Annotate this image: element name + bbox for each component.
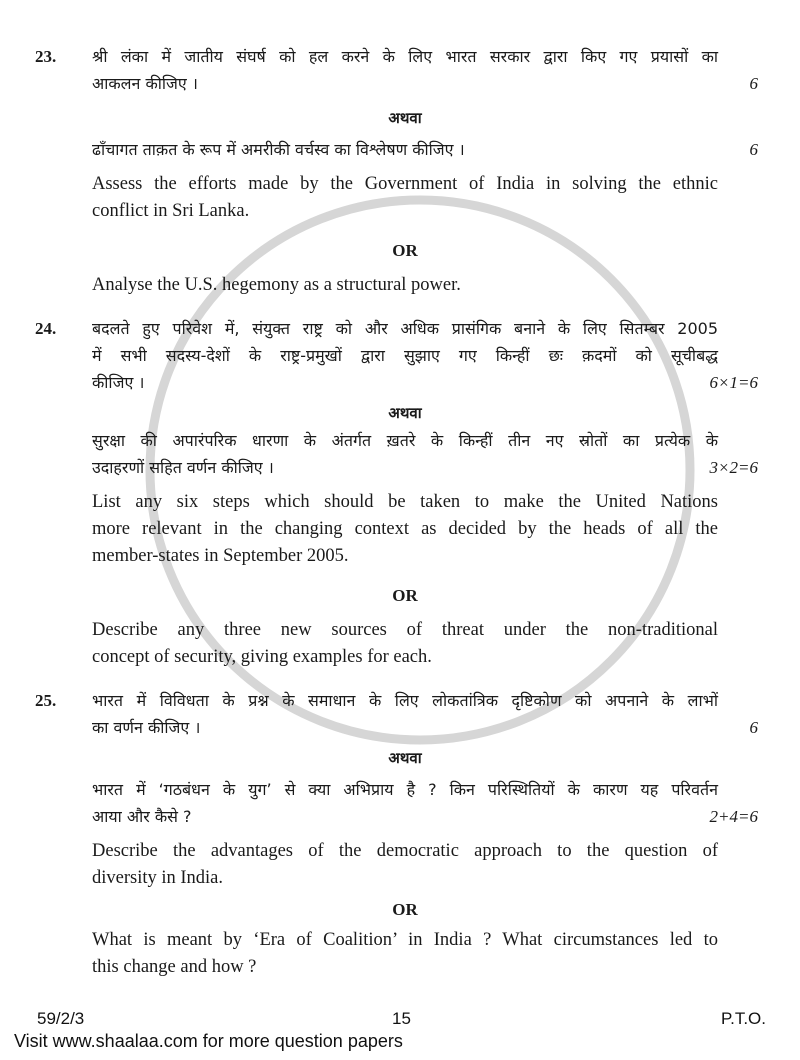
question-text-english: conflict in Sri Lanka.	[92, 201, 250, 221]
alternative-text-english: Describe any three new sources of threat under the non-traditional	[92, 620, 718, 640]
alternative-text-english: Analyse the U.S. hegemony as a structural power.	[92, 275, 461, 295]
question-text-hindi: बदलते हुए परिवेश में, संयुक्त राष्ट्र को और अधिक प्रासंगिक बनाने के लिए सितम्बर 2005	[92, 319, 718, 338]
question-text-hindi: का वर्णन कीजिए ।	[92, 718, 201, 737]
question-text-english: List any six steps which should be taken to make the United Nations	[92, 492, 718, 512]
footer-row	[0, 1008, 800, 1030]
question-text-english: member-states in September 2005.	[92, 546, 349, 566]
marks: 6	[749, 74, 758, 93]
alternative-line-with-marks	[92, 803, 758, 830]
question-text-english: more relevant in the changing context as decided by the heads of all the	[92, 519, 718, 539]
alternative-text-english: concept of security, giving examples for each.	[92, 647, 432, 667]
question-23	[0, 43, 800, 299]
question-text-hindi: में सभी सदस्य-देशों के राष्ट्र-प्रमुखों द्वारा सुझाए गए किन्हीं छः क़दमों को सूचीबद्ध	[92, 346, 718, 365]
question-24	[0, 315, 800, 671]
question-line-with-marks	[92, 714, 758, 741]
alternative-text-hindi: भारत में ‘गठबंधन के युग’ से क्या अभिप्राय है ? किन परिस्थितियों के कारण यह परिवर्तन	[92, 780, 718, 799]
question-text-english: Assess the efforts made by the Government of India in solving the ethnic	[92, 174, 718, 194]
question-text-hindi: कीजिए ।	[92, 373, 145, 392]
marks: 6	[749, 140, 758, 159]
marks: 3×2=6	[709, 458, 758, 477]
question-text-english: Describe the advantages of the democratic approach to the question of	[92, 841, 718, 861]
question-25	[0, 687, 800, 981]
page-footer	[0, 1008, 800, 1060]
question-text-hindi: श्री लंका में जातीय संघर्ष को हल करने के लिए भारत सरकार द्वारा किए गए प्रयासों का	[92, 47, 718, 66]
alternative-text-english: this change and how ?	[92, 957, 257, 977]
page-number: 15	[392, 1009, 411, 1028]
marks: 6	[749, 718, 758, 737]
marks: 2+4=6	[709, 807, 758, 826]
or-label: OR	[392, 241, 418, 260]
alternative-text-hindi: उदाहरणों सहित वर्णन कीजिए ।	[92, 458, 274, 477]
or-label: OR	[392, 586, 418, 605]
or-label-hindi: अथवा	[388, 109, 422, 127]
question-number: 25.	[35, 691, 57, 710]
or-label: OR	[392, 900, 418, 919]
marks: 6×1=6	[709, 373, 758, 392]
alternative-line-with-marks	[92, 136, 758, 163]
alternative-text-english: What is meant by ‘Era of Coalition’ in India ? What circumstances led to	[92, 930, 718, 950]
question-text-hindi: भारत में विविधता के प्रश्न के समाधान के लिए लोकतांत्रिक दृष्टिकोण को अपनाने के लाभों	[92, 691, 718, 710]
question-line-with-marks	[92, 369, 758, 396]
paper-code: 59/2/3	[37, 1009, 85, 1028]
pto-label: P.T.O.	[720, 1009, 766, 1028]
alternative-text-hindi: ढाँचागत ताक़त के रूप में अमरीकी वर्चस्व का विश्लेषण कीजिए ।	[92, 140, 465, 159]
question-text-hindi: आकलन कीजिए ।	[92, 74, 198, 93]
alternative-text-hindi: आया और कैसे ?	[92, 807, 192, 826]
question-number: 23.	[35, 47, 57, 66]
visit-link[interactable]: Visit www.shaalaa.com for more question papers	[14, 1031, 403, 1051]
alternative-text-hindi: सुरक्षा की अपारंपरिक धारणा के अंतर्गत ख़तरे के किन्हीं तीन नए स्रोतों का प्रत्येक के	[92, 431, 718, 450]
alternative-line-with-marks	[92, 454, 758, 481]
or-label-hindi: अथवा	[388, 404, 422, 422]
question-line-with-marks	[92, 70, 758, 97]
question-number: 24.	[35, 319, 57, 338]
or-label-hindi: अथवा	[388, 749, 422, 767]
question-text-english: diversity in India.	[92, 868, 224, 888]
